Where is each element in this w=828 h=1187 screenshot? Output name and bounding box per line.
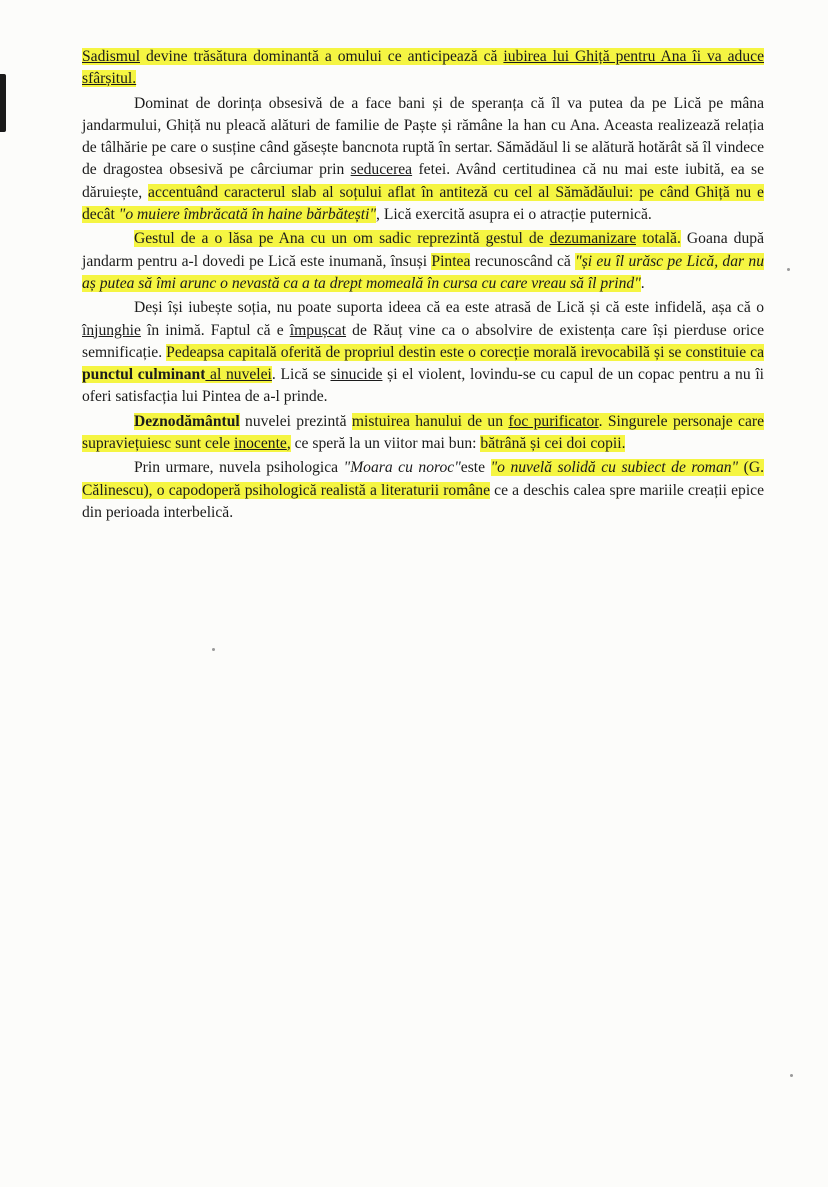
text-span: este — [460, 459, 491, 477]
underlined-sinucide: sinucide — [330, 366, 383, 384]
essay-text — [82, 46, 764, 526]
text-span: și el violent, lovindu-se cu capul de un copac pentru a nu îi oferi satisfacția lui Pintea de a-l prinde. — [82, 366, 764, 406]
highlight-comma: , — [286, 435, 291, 453]
highlight-gesture: Gestul de a o lăsa pe Ana cu un om sadic reprezintă gestul de — [134, 230, 550, 248]
highlight-calinescu: (G. Călinescu), — [82, 459, 764, 499]
quote-pintea: "și eu îl urăsc pe Lică, dar nu aș putea să îmi arunc o nevastă ca a ta drept momeală în cursa cu care vreau să îl prind" — [82, 252, 764, 292]
highlight-pintea: Pintea — [431, 252, 471, 270]
text-span: . — [640, 274, 645, 292]
text-span: devine trăsătura dominantă a omului ce anticipează că — [140, 48, 504, 65]
bold-punctul-culminant: punctul culminant — [82, 366, 206, 384]
scan-speck — [212, 648, 215, 651]
highlight-capital-punishment: Pedeapsa capitală oferită de propriul destin este o corecție morală irevocabilă și se constituie ca — [166, 343, 765, 361]
text-span: în inimă. Faptul că e — [140, 321, 290, 339]
paragraph-climax — [82, 297, 764, 408]
paragraph-conclusion — [82, 457, 764, 524]
text-span: recunoscând că — [470, 252, 576, 270]
quote-calinescu: "o nuvelă solidă cu subiect de roman" — [490, 459, 739, 477]
text-span: ce a deschis calea spre mariile creații epice din perioada interbelică. — [82, 481, 764, 521]
binding-edge-mark — [0, 74, 6, 132]
text-span: nuvelei prezintă — [239, 412, 352, 430]
text-span: fetei. Având certitudinea că nu mai este iubită, ea se dăruiește, — [82, 161, 764, 201]
text-span: ce speră la un viitor mai bun: — [290, 435, 481, 453]
highlight-sadismul: Sadismul — [82, 48, 141, 65]
underlined-foc-purificator: foc purificator — [508, 412, 599, 430]
title-moara-cu-noroc: "Moara cu noroc" — [343, 459, 461, 477]
text-span: , Lică exercită asupra ei o atracție puternică. — [376, 206, 652, 224]
text-span: Prin urmare, nuvela psihologica — [134, 459, 344, 477]
underlined-inocente: inocente — [234, 435, 287, 453]
highlight-weak-character: accentuând caracterul slab al soțului aflat în antiteză cu cel al Sămădăului: pe când Ghiță nu e decât — [82, 183, 764, 224]
highlight-survivors: . Singurele personaje care supraviețuiesc sunt cele — [82, 412, 765, 453]
highlight-al-nuvelei: al nuvelei — [205, 366, 272, 384]
text-span: . Lică se — [271, 366, 331, 384]
text-span: Dominat de dorința obsesivă de a face bani și de speranța că îl va putea da pe Lică pe mâna jandarmului, Ghiță nu pleacă alături de familie de Paște și rămâne la han cu Ana. Aceasta realizează relația de tâlhărie pe care o susține când găsește bancnota ruptă în sertar. Sămădăul li se alătură hotărât să îl vindece de dragostea obsesivă pe cârciumar prin — [82, 94, 764, 179]
paragraph-denouement — [82, 411, 764, 456]
highlight-capodopera: o capodoperă psihologică realistă a literaturii române — [156, 481, 491, 499]
highlight-love-end: iubirea lui Ghiță pentru Ana îi va aduce sfârșitul. — [82, 48, 764, 88]
paragraph-dehumanization — [82, 228, 764, 295]
bold-deznodamantul: Deznodământul — [134, 412, 240, 430]
scan-speck — [787, 268, 790, 271]
paragraph-sadism — [82, 46, 764, 91]
underlined-impuscat: împușcat — [289, 321, 347, 339]
underlined-seducerea: seducerea — [350, 161, 413, 179]
text-span: de Răuț vine ca o absolvire de existența care își pierduse orice semnificație. — [82, 321, 765, 361]
text-span: Goana după jandarm pentru a-l dovedi pe Lică este inumană, însuși — [82, 230, 764, 270]
paragraph-ghita-ambition — [82, 93, 764, 227]
highlight-mistuirea: mistuirea hanului de un — [351, 412, 509, 430]
underlined-dezumanizare: dezumanizare — [549, 230, 637, 248]
quote-muiere: "o muiere îmbrăcată în haine bărbătești" — [118, 206, 377, 224]
highlight-batrana-copii: bătrână și cei doi copii. — [480, 435, 626, 453]
text-span: Deși își iubește soția, nu poate suporta ideea că ea este atrasă de Lică și că este infidelă, așa că o — [134, 299, 764, 317]
underlined-injunghie: înjunghie — [82, 321, 141, 339]
highlight-totala: totală. — [636, 230, 681, 248]
scan-speck — [790, 1074, 793, 1077]
